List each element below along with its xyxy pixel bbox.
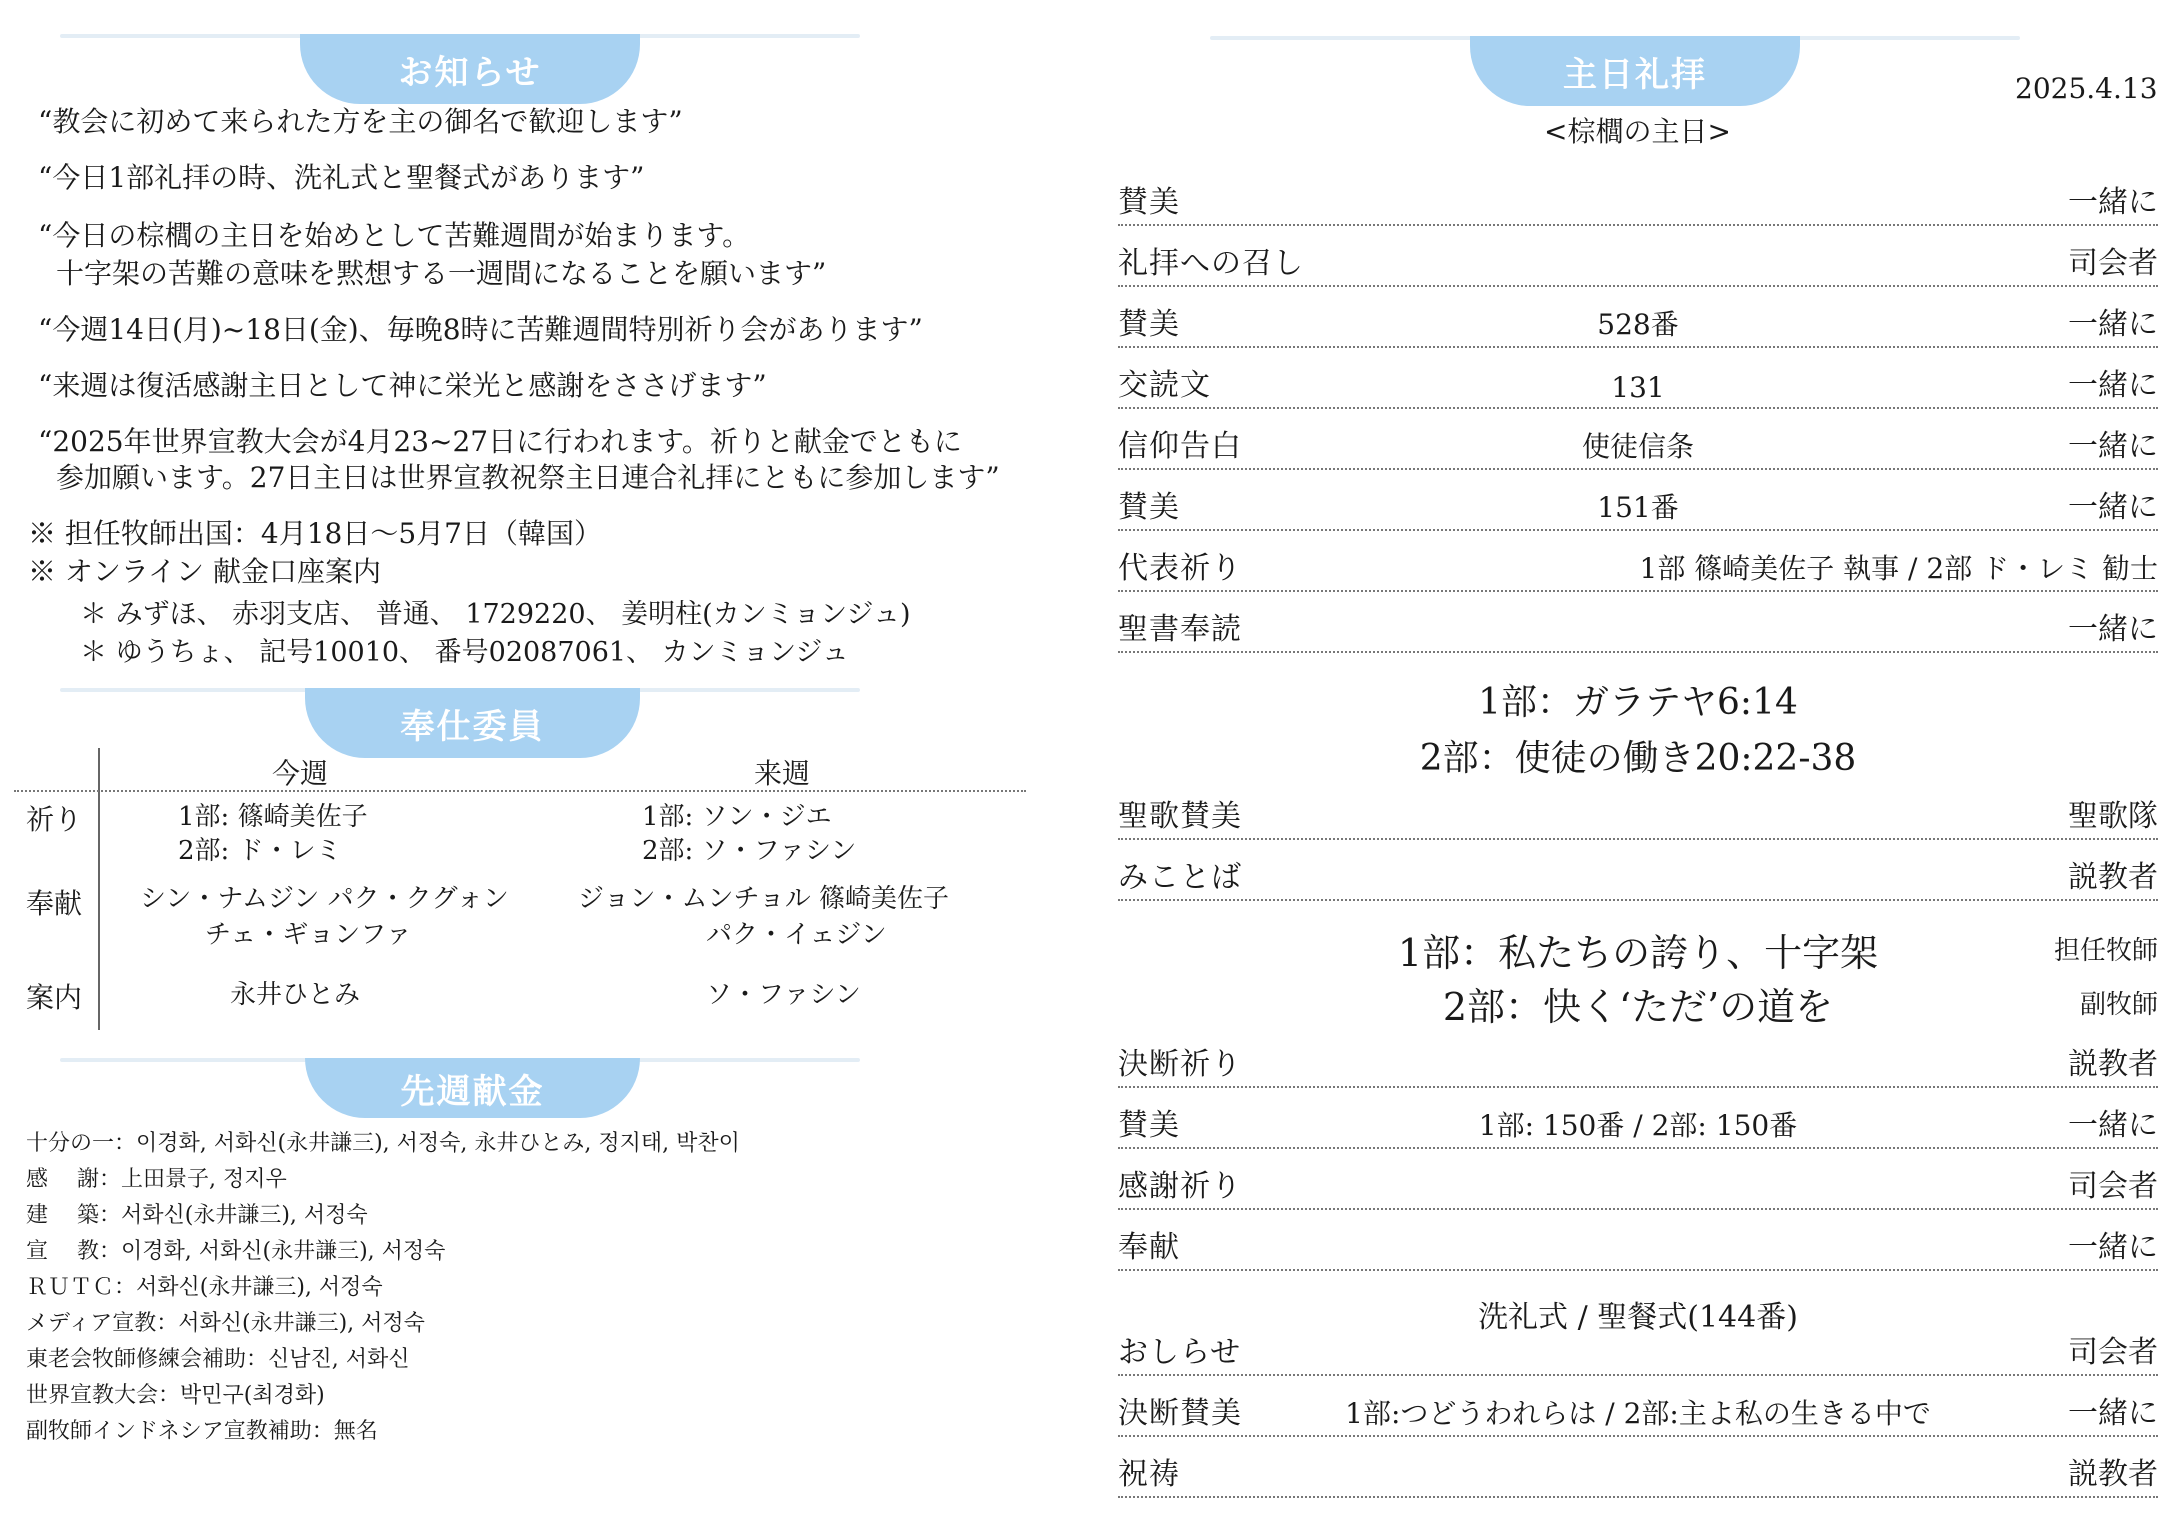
service-offering-next-2: パク・イェジン (706, 920, 887, 950)
service-label-offering: 奉献 (26, 887, 83, 920)
service-guide-next: ソ・ファシン (706, 980, 861, 1010)
worship-item: 交読文 (1118, 368, 1211, 403)
notice-item: “来週は復活感謝主日として神に栄光と感謝をささげます” (38, 369, 767, 402)
worship-row (1118, 607, 2158, 653)
service-offering-this-1: シン・ナムジン パク・クグォン (140, 884, 509, 914)
offering-line: メディア宣教：서화신(永井謙三), 서정숙 (26, 1311, 425, 1336)
worship-detail: 1部: 150番 / 2部: 150番 (1478, 1109, 1798, 1142)
worship-row (1118, 241, 2158, 287)
notice-item: “2025年世界宣教大会が4月23~27日に行われます。祈りと献金でともに (38, 425, 962, 458)
service-guide-this: 永井ひとみ (230, 980, 361, 1010)
worship-row (1118, 180, 2158, 226)
worship-leader: 一緒に (2068, 1230, 2158, 1265)
sermon-preacher-1: 担任牧師 (2053, 936, 2158, 966)
service-prayer-this-1: 1部: 篠崎美佐子 (178, 802, 368, 832)
worship-leader: 説教者 (2068, 1457, 2158, 1492)
worship-item: 決断祈り (1118, 1047, 1242, 1082)
worship-row (1118, 1225, 2158, 1271)
sacrament-line: 洗礼式 / 聖餐式(144番) (1478, 1300, 1798, 1335)
sermon-title-2: 2部：快く‘ただ’の道を (1442, 985, 1834, 1029)
service-table-hline (14, 790, 1026, 792)
notice-item: 十字架の苦難の意味を黙想する一週間になることを願います” (56, 257, 827, 290)
worship-row (1118, 855, 2158, 901)
service-offering-next-1: ジョン・ムンチョル 篠崎美佐子 (578, 884, 949, 914)
worship-subtitle: <棕櫚の主日> (1544, 115, 1731, 148)
worship-leader: 司会者 (2068, 1335, 2158, 1370)
worship-leader: 一緒に (2068, 185, 2158, 220)
worship-item: 祝祷 (1118, 1457, 1180, 1492)
worship-row (1118, 1103, 2158, 1149)
worship-leader: 一緒に (2068, 1108, 2158, 1143)
offering-line: 建 築：서화신(永井謙三), 서정숙 (26, 1203, 368, 1228)
worship-item: みことば (1118, 860, 1242, 895)
service-prayer-this-2: 2部: ド・レミ (178, 836, 342, 866)
worship-leader: 説教者 (2068, 860, 2158, 895)
worship-leader: 一緒に (2068, 368, 2158, 403)
worship-detail: 151番 (1597, 491, 1679, 524)
offering-line: ＲＵＴＣ：서화신(永井謙三), 서정숙 (26, 1275, 383, 1300)
worship-row (1118, 546, 2158, 592)
worship-row (1118, 302, 2158, 348)
offering-header: 先週献金 (305, 1058, 640, 1118)
scripture-2: 2部：使徒の働き20:22-38 (1419, 738, 1857, 779)
worship-row (1118, 794, 2158, 840)
service-col-next-week: 来週 (754, 757, 811, 790)
notice-item: “教会に初めて来られた方を主の御名で歓迎します” (38, 105, 683, 138)
sermon-preacher-2: 副牧師 (2079, 990, 2158, 1020)
worship-detail: 131 (1611, 371, 1665, 404)
worship-item: 奉献 (1118, 1230, 1180, 1265)
worship-item: 賛美 (1118, 490, 1180, 525)
worship-leader: 一緒に (2068, 429, 2158, 464)
offering-line: 宣 教：이경화, 서화신(永井謙三), 서정숙 (26, 1239, 446, 1264)
worship-date: 2025.4.13 (2015, 72, 2158, 105)
bank-account-mizuho: ＊ みずほ、 赤羽支店、 普通、 1729220、 姜明柱(カンミョンジュ) (80, 599, 911, 630)
worship-leader: 聖歌隊 (2068, 799, 2158, 834)
notice-item: “今日1部礼拝の時、洗礼式と聖餐式があります” (38, 161, 645, 194)
worship-detail: 528番 (1597, 308, 1679, 341)
worship-leader: 一緒に (2068, 307, 2158, 342)
worship-detail: 使徒信条 (1581, 430, 1694, 463)
notice-item: “今週14日(月)~18日(金)、毎晩8時に苦難週間特別祈り会があります” (38, 313, 923, 346)
worship-item: 決断賛美 (1118, 1396, 1242, 1431)
worship-item: 賛美 (1118, 185, 1180, 220)
online-offering-title: ※ オンライン 献金口座案内 (28, 555, 381, 588)
worship-leader: 司会者 (2068, 1169, 2158, 1204)
worship-leader: 一緒に (2068, 490, 2158, 525)
service-prayer-next-2: 2部: ソ・ファシン (642, 836, 857, 866)
worship-row (1118, 485, 2158, 531)
sermon-title-1: 1部：私たちの誇り、十字架 (1397, 931, 1879, 975)
worship-detail: 1部:つどうわれらは / 2部:主よ私の生きる中で (1345, 1397, 1931, 1430)
worship-item: おしらせ (1118, 1335, 1242, 1370)
offering-line: 東老会牧師修練会補助：신남진, 서화신 (26, 1347, 410, 1372)
worship-row (1118, 1042, 2158, 1088)
notice-item: “今日の棕櫚の主日を始めとして苦難週間が始まります。 (38, 219, 751, 252)
rep-prayer-leaders: 1部 篠崎美佐子 執事 / 2部 ド・レミ 勧士 (1639, 552, 2158, 585)
service-header: 奉仕委員 (305, 688, 640, 758)
worship-item: 代表祈り (1118, 551, 1242, 586)
worship-item: 感謝祈り (1118, 1169, 1242, 1204)
bank-account-yucho: ＊ ゆうちょ、 記号10010、 番号02087061、 カンミョンジュ (80, 637, 849, 668)
worship-row (1118, 1391, 2158, 1437)
worship-leader: 説教者 (2068, 1047, 2158, 1082)
worship-item: 聖書奉読 (1118, 612, 1242, 647)
service-offering-this-2: チェ・ギョンファ (205, 920, 412, 950)
worship-leader: 一緒に (2068, 612, 2158, 647)
worship-row (1118, 363, 2158, 409)
pastor-leave-notice: ※ 担任牧師出国：4月18日～5月7日（韓国） (28, 517, 602, 550)
worship-header: 主日礼拝 (1470, 36, 1800, 106)
service-prayer-next-1: 1部: ソン・ジエ (642, 802, 832, 832)
notices-header: お知らせ (300, 34, 640, 104)
service-col-this-week: 今週 (272, 757, 329, 790)
worship-leader: 司会者 (2068, 246, 2158, 281)
offering-line: 感 謝：上田景子, 정지우 (26, 1167, 287, 1192)
worship-leader: 一緒に (2068, 1396, 2158, 1431)
offering-line: 十分の一：이경화, 서화신(永井謙三), 서정숙, 永井ひとみ, 정지태, 박찬이 (26, 1131, 740, 1156)
service-label-prayer: 祈り (26, 803, 83, 836)
worship-row (1118, 424, 2158, 470)
worship-item: 賛美 (1118, 1108, 1180, 1143)
service-label-guide: 案内 (26, 981, 83, 1014)
worship-item: 礼拝への召し (1118, 246, 1304, 281)
scripture-1: 1部：ガラテヤ6:14 (1478, 682, 1798, 723)
worship-row (1118, 1330, 2158, 1376)
notice-item: 参加願います。27日主日は世界宣教祝祭主日連合礼拝にともに参加します” (56, 461, 1000, 494)
worship-item: 聖歌賛美 (1118, 799, 1242, 834)
worship-row (1118, 1164, 2158, 1210)
worship-item: 信仰告白 (1118, 429, 1242, 464)
offering-line: 世界宣教大会：박민구(최경화) (26, 1383, 325, 1408)
worship-row (1118, 1452, 2158, 1498)
offering-line: 副牧師インドネシア宣教補助：無名 (26, 1419, 378, 1444)
worship-item: 賛美 (1118, 307, 1180, 342)
